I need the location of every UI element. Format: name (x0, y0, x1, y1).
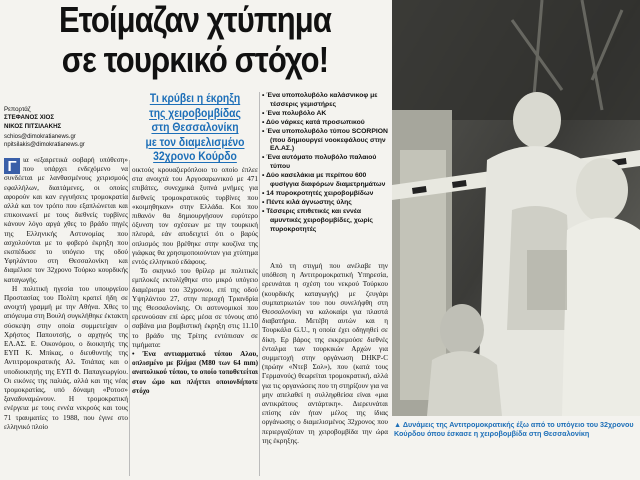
drop-cap: Γ (4, 158, 20, 174)
article-column-3 (262, 262, 388, 476)
byline-author-2: ΝΙΚΟΣ ΠΙΤΣΙΛΑΚΗΣ (4, 122, 62, 130)
article-column-2 (132, 166, 258, 476)
weapons-list-item: • Ένα υποπολυβόλο καλάσνικοφ με τέσσερις γεμιστήρες (262, 92, 388, 110)
column-divider (129, 160, 130, 476)
article-column-1 (4, 156, 128, 476)
column-1-paragraph-1: ια «εξαιρετικά σοβαρή υπόθεση» που υπάρχει ενδεχόμενο να συνδέεται με λανθασμένους χειρισμούς εφαλλήλων, διαιτάμενες, οι οποίες αφορούν και καν εγγυήσεις τρομοκρατία αλλά και τον τρόπο που εξαπλώνεται και επικοινωνεί με τους διεθνείς τυρβίνες κάνουν λόγο αργά χθες το βράδυ πηγές της Ελληνικής Αστυνομίας που ασχολούνται με το φοβερό έκρηξη που εκσπέδωσε το υπόγειο της οδού Υφηλάντου στη Θεσσαλονίκη και διαμέλισε τον 32χρονο Τούρκο κουρδικής καταγωγής. (4, 156, 128, 284)
photo-forensic-team (392, 0, 640, 416)
kicker-line-5: 32χρονο Κούρδο (153, 151, 237, 164)
headline-line-1: Ετοίμαζαν χτύπημα (58, 0, 332, 40)
kicker-line-4: με τον διαμελισμένο (145, 136, 245, 149)
weapons-list-item: • Δύο κασελάκια με περίπου 600 φυσίγγια διαφόρων διαμετρημάτων (262, 172, 388, 190)
column-2-paragraph-3: • Ένα αντιαρματικό τύπου Αλου, οπλισμένο με βλήμα (Μ80 των 64 mm) ανατολικού τύπου, το οποίο τοποθετείται στον ώμο και πλήττει οποιονδήποτε στόχο (132, 350, 258, 395)
byline (4, 106, 144, 131)
weapons-list-item: • Τέσσερις επιθετικές και εννέα αμυντικές χειροβομβίδες, χωρίς πυροκροτητές (262, 208, 388, 235)
weapons-list-item: • Ένα αυτόματο πολυβόλο παλαιού τύπου (262, 154, 388, 172)
kicker-line-1: Τι κρύβει η έκρηξη (149, 93, 241, 105)
kicker-line-3: στη Θεσσαλονίκη (151, 122, 239, 135)
column-3-paragraph-1: Από τη στιγμή που ανέλαβε την υπόθεση η Αντιτρομοκρατική Υπηρεσία, ερευνάται η σχέση του νεκρού Τούρκου (κουρδικής καταγωγής) με ζευγάρι συμπατριωτών του που συνελήφθη στη Θεσσαλονίκη να καλοκαίρι για πλαστά διαβατήρια. Μετέβη αυτών και η Τουρκάλα G.U., η οποία έχει οδηγηθεί σε δίκη. Ερ βάρος της εκκρεμούσε διεθνές ένταλμα των τουρκικών Αρχών για συμμετοχή στην οργάνωση DHKP-C (πρώην «Ντεβ Σολ»), που (κατά τους Γερμανούς) θεωρείται τρομοκρατική, αλλά για τις οργανώσεις που τη στηρίζουν για να μην απελαθεί η συλληφθείσα είναι «μια αντικράτους αντάρτικη». Διερευνάται επίσης εάν ήταν μέλος της ίδιας οργάνωσης ο διαμελισμένος 32χρονος που περιεργαζόταν τη χειροβομβίδα την ώρα της έκρηξης. (262, 262, 388, 445)
weapons-list-item: • Δύο νάρκες κατά προσωπικού (262, 119, 388, 128)
news-photo (392, 0, 640, 416)
column-divider (259, 92, 260, 476)
weapons-list-item: • Ένα πολυβόλο ΑΚ (262, 110, 388, 119)
byline-author-1: ΣΤΕΦΑΝΟΣ ΧΙΟΣ (4, 114, 55, 122)
kicker (138, 92, 251, 165)
column-2-paragraph-2: Το σκηνικό του θρίλερ με πολιτικές εμπλοκές εκτυλίχθηκε στο μικρό υπόγειο διαμέρισμα του 32χρονου, επί της οδού Υψηλάντου 27, στην περιοχή Τριανδρία της Θεσσαλονίκης. Οι αστυνομικοί που ερευνούσαν επί ώρες μέσα σε τόνους από σαβάνα μια βομβιστική έκρηξη στις 11.10 το βράδυ της Τρίτης εντόπισαν σε τιμήματα: (132, 267, 258, 349)
column-2-paragraph-1: οικτούς κρουαζιερόπλοιο το οποίο έπλεε στα ανοιχτά του Αργοσαρωνικού με 471 επιβάτες, συνεχμικά ξυπνά μνήμες για διεθνείς τρομοκρατικούς τυρβίνες που «κοιμηθηκαν» στην Ελλάδα. Κοι που πιθανόν θα δημιουργήσουν ευρύτερο όξυνση τον σχέσεων με την τουρκική πλευρά, εάν αποδειχτεί ότι ο βαρύς οπλισμός που βρέθηκε στην κουζίνα της γιάφκας θα χρησιμοποιούνταν για χτύπημα εντός ελληνικού εδάφους. (132, 166, 258, 267)
byline-email-2[interactable]: npitsilakis@dimokratianews.gr (4, 142, 85, 148)
weapons-list (262, 92, 388, 235)
column-1-paragraph-2: Η πολιτική ηγεσία του υπουργείου Προστασίας του Πολίτη κρατεί ήδη σε ανοιχτή γραμμή με την Αθήνα. Χθες το απόγευμα στη Βουλή συγκλήθηκε έκτακτη σύσκεψη στην οποία συμμετείχαν ο Χρήστος Παπουτσής, ο αρχηγός της ΕΛ.ΑΣ. Ε. Οικονόμου, ο διοικητής της ΕΥΠ Κ. Μπίκας, ο διευθυντής της Αντιτρομοκρατικής Αλ. Τσιάπας και ο υποδιοικητής της ΕΥΠ Φ. Παπαγεωργίου. Οι εικόνες της παλιάς, αλλά και της νέας τρομοκρατίας, υπό δύναμη «Ροτοσ» ξαναδυναμώνουν. Η τρομοκρατική ενέργεια με τους εννέα νεκρούς και τους 71 τραυματίες το 1988, που έγινε στο ελληνικό πλοίο (4, 284, 128, 431)
headline (27, 0, 362, 80)
weapons-list-item: • Πέντε κιλά άγνωστης ύλης (262, 199, 388, 208)
byline-email-1[interactable]: schios@dimokratianews.gr (4, 134, 76, 140)
weapons-list-item: • 14 πυροκροτητές χειροβομβίδων (262, 190, 388, 199)
weapons-list-item: • Ένα υποπολυβόλο τύπου SCORPION (που δημιουργεί νοοκεφάλους στην ΕΛ.ΑΣ.) (262, 128, 388, 155)
kicker-line-2: της χειροβομβίδας (149, 107, 241, 120)
byline-label: Ρεπορτάζ (4, 106, 31, 113)
headline-line-2: σε τουρκικό στόχο! (61, 39, 329, 80)
photo-caption: ▲ Δυνάμεις της Αντιτρομοκρατικής έξω από το υπόγειο του 32χρονου Κούρδου όπου έσκασε η χειροβομβίδα στη Θεσσαλονίκη (394, 420, 634, 439)
